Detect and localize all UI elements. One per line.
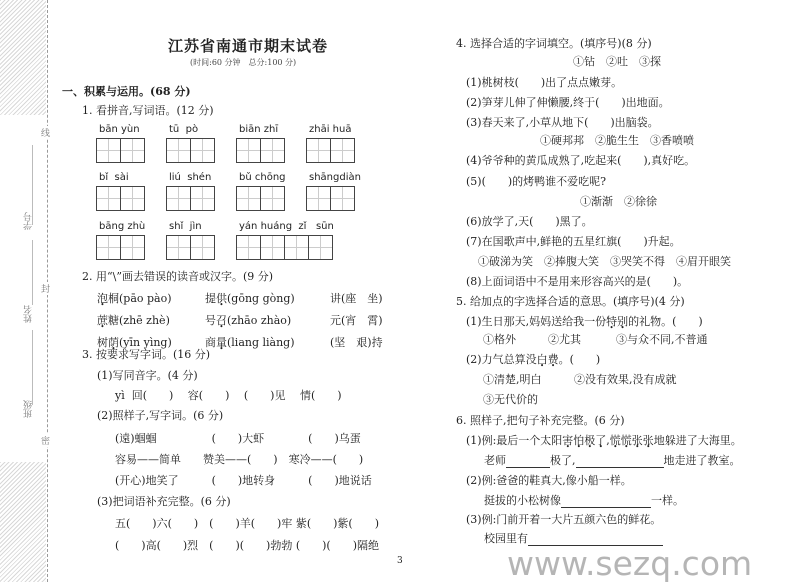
emphasized-char: 了 bbox=[595, 434, 607, 447]
item-text: 元(宵 霄) bbox=[330, 314, 383, 327]
emphasized-char: 白 bbox=[536, 353, 548, 366]
pinyin: biān zhī bbox=[239, 124, 279, 135]
emphasized-char: 蔗 bbox=[97, 314, 108, 327]
emphasized-char: 慌 bbox=[620, 434, 632, 447]
option: ②尤其 bbox=[548, 333, 581, 346]
fill-item[interactable]: (7)在国歌声中,鲜艳的五星红旗( )升起。 bbox=[466, 235, 681, 248]
character-box[interactable] bbox=[120, 138, 145, 163]
pinyin: bāng zhù bbox=[99, 221, 146, 232]
class-label: 班级 bbox=[24, 400, 34, 418]
emphasized-char: 极 bbox=[584, 434, 596, 447]
blank[interactable] bbox=[506, 456, 550, 468]
pronunciation-item[interactable] bbox=[97, 312, 170, 328]
fill-line[interactable]: 五( )六( ) ( )羊( )牢 紫( )紫( ) bbox=[115, 517, 379, 530]
fill-item[interactable]: (5)( )的烤鸭谁不爱吃呢? bbox=[466, 175, 607, 188]
writing-boxes[interactable] bbox=[307, 186, 355, 211]
item-text: (yīn yìng) bbox=[119, 336, 172, 349]
pronunciation-item[interactable] bbox=[205, 290, 295, 306]
option: ①清楚,明白 bbox=[483, 373, 542, 386]
fill-item[interactable]: (6)放学了,天( )黑了。 bbox=[466, 215, 593, 228]
example-text: , bbox=[606, 434, 610, 447]
writing-boxes[interactable] bbox=[307, 138, 355, 163]
emphasized-char: 供 bbox=[216, 292, 227, 305]
item-text: 的礼物。( ) bbox=[628, 315, 703, 328]
emphasized-char: 张 bbox=[631, 434, 643, 447]
example-sentence bbox=[466, 432, 742, 448]
emphasized-char: 张 bbox=[642, 434, 654, 447]
item-text: (2)力气总算没 bbox=[466, 353, 537, 366]
character-box[interactable] bbox=[308, 235, 333, 260]
writing-boxes[interactable] bbox=[237, 186, 285, 211]
class-line[interactable] bbox=[32, 330, 33, 405]
question-heading: 2. 用“\”画去错误的读音或汉字。(9 分) bbox=[82, 270, 274, 283]
example-text: (1)例:最后一个太阳 bbox=[466, 434, 563, 447]
sub-question: (2)照样子,写字词。(6 分) bbox=[97, 409, 224, 422]
emphasized-char: 特 bbox=[606, 315, 618, 328]
character-box[interactable] bbox=[190, 138, 215, 163]
character-box[interactable] bbox=[190, 235, 215, 260]
pinyin: liú shén bbox=[169, 172, 212, 183]
answer-text: 挺拔的小松树像 bbox=[484, 494, 561, 507]
pinyin: yán huáng zǐ sūn bbox=[239, 221, 334, 232]
writing-boxes[interactable] bbox=[97, 235, 145, 260]
character-box[interactable] bbox=[166, 186, 191, 211]
options: ①渐渐 ②徐徐 bbox=[580, 195, 657, 208]
margin-hatch-top bbox=[0, 0, 46, 115]
blank[interactable] bbox=[561, 496, 651, 508]
name-label: 姓名 bbox=[24, 305, 34, 323]
emphasized-char: 别 bbox=[617, 315, 629, 328]
emphasized-char: 量 bbox=[216, 336, 227, 349]
fill-line[interactable]: 容易——简单 赞美——( ) 寒冷——( ) bbox=[115, 453, 364, 466]
meaning-item[interactable] bbox=[466, 351, 600, 367]
pinyin: zhāi huā bbox=[309, 124, 352, 135]
question-heading: 5. 给加点的字选择合适的意思。(填序号)(4 分) bbox=[456, 295, 685, 308]
option: ①格外 bbox=[483, 333, 516, 346]
options: ①钻 ②吐 ③探 bbox=[573, 55, 661, 68]
writing-boxes[interactable] bbox=[97, 138, 145, 163]
blank[interactable] bbox=[576, 456, 664, 468]
page-title: 江苏省南通市期末试卷 bbox=[168, 37, 329, 55]
character-box[interactable] bbox=[284, 235, 309, 260]
character-box[interactable] bbox=[236, 186, 261, 211]
character-box[interactable] bbox=[120, 186, 145, 211]
emphasized-char: 荫 bbox=[108, 336, 119, 349]
sub-question: (3)把词语补充完整。(6 分) bbox=[97, 495, 231, 508]
seal-word: 线 bbox=[41, 126, 50, 139]
item-text: 号 bbox=[205, 314, 216, 327]
character-box[interactable] bbox=[166, 138, 191, 163]
page-number: 3 bbox=[397, 556, 403, 566]
character-box[interactable] bbox=[96, 235, 121, 260]
answer-text: 一样。 bbox=[651, 494, 684, 507]
options: ①破涕为笑 ②捧腹大笑 ③哭笑不得 ④眉开眼笑 bbox=[478, 255, 731, 268]
question-heading: 1. 看拼音,写词语。(12 分) bbox=[82, 104, 214, 117]
seal-word: 封 bbox=[41, 282, 50, 295]
option: ③无代价的 bbox=[483, 393, 538, 406]
item-text: (坚 艰)持 bbox=[330, 336, 383, 349]
pronunciation-item[interactable] bbox=[330, 334, 383, 350]
fill-item[interactable]: (3)春天来了,小草从地下( )出脑袋。 bbox=[466, 116, 659, 129]
item-text: 讲(座 坐) bbox=[330, 292, 383, 305]
emphasized-char: 费 bbox=[547, 353, 559, 366]
fill-item[interactable]: (4)爷爷种的黄瓜成熟了,吃起来( ),真好吃。 bbox=[466, 154, 696, 167]
pronunciation-item[interactable] bbox=[330, 312, 383, 328]
item-text: 。( ) bbox=[558, 353, 601, 366]
character-box[interactable] bbox=[306, 186, 331, 211]
question-heading: 4. 选择合适的字词填空。(填序号)(8 分) bbox=[456, 37, 652, 50]
character-box[interactable] bbox=[260, 235, 285, 260]
item-text: 糖(zhē zhè) bbox=[108, 314, 170, 327]
exam-info: (时间:60 分钟 总分:100 分) bbox=[190, 58, 297, 67]
answer-text: 地走进了教室。 bbox=[663, 454, 741, 467]
sub-question: (1)写同音字。(4 分) bbox=[97, 369, 198, 382]
question-heading: 3. 按要求写字词。(16 分) bbox=[82, 348, 211, 361]
pronunciation-item[interactable] bbox=[205, 334, 295, 350]
writing-boxes[interactable] bbox=[97, 186, 145, 211]
writing-boxes[interactable] bbox=[167, 186, 215, 211]
item-text: (gōng gòng) bbox=[227, 292, 295, 305]
fill-line[interactable]: (开心)地笑了 ( )地转身 ( )地说话 bbox=[115, 474, 372, 487]
option: ②没有效果,没有成就 bbox=[574, 373, 677, 386]
emphasized-char: 害 bbox=[562, 434, 574, 447]
pronunciation-item[interactable] bbox=[330, 290, 383, 306]
item-text: (zhāo zhào) bbox=[227, 314, 292, 327]
writing-boxes[interactable] bbox=[167, 235, 215, 260]
character-box[interactable] bbox=[96, 138, 121, 163]
pronunciation-item[interactable] bbox=[205, 312, 291, 328]
options: ①硬邦邦 ②脆生生 ③香喷喷 bbox=[540, 134, 694, 147]
character-box[interactable] bbox=[306, 138, 331, 163]
pinyin: bǔ chōng bbox=[239, 172, 286, 183]
question-heading: 6. 照样子,把句子补充完整。(6 分) bbox=[456, 414, 625, 427]
character-box[interactable] bbox=[96, 186, 121, 211]
character-box[interactable] bbox=[190, 186, 215, 211]
margin-hatch-bottom bbox=[0, 462, 46, 582]
answer-text: 老师 bbox=[484, 454, 506, 467]
answer-line[interactable] bbox=[484, 492, 684, 508]
pinyin: bǐ sài bbox=[99, 172, 129, 183]
answer-text: 极了, bbox=[550, 454, 576, 467]
emphasized-char: 泡 bbox=[97, 292, 108, 305]
pronunciation-item[interactable] bbox=[97, 290, 172, 306]
example-sentence: (3)例:门前开着一大片五颜六色的鲜花。 bbox=[466, 513, 662, 526]
part-heading: 一、积累与运用。(68 分) bbox=[62, 85, 191, 98]
answer-text: 校园里有 bbox=[484, 532, 528, 545]
answer-line[interactable] bbox=[484, 452, 741, 468]
example-sentence: (2)例:爸爸的鞋真大,像小船一样。 bbox=[466, 474, 632, 487]
meaning-item[interactable] bbox=[466, 313, 703, 329]
emphasized-char: 怕 bbox=[573, 434, 585, 447]
item-text: 树 bbox=[97, 336, 108, 349]
student-id-label: 学号 bbox=[24, 212, 34, 230]
pinyin: tū pò bbox=[169, 124, 199, 135]
fill-item[interactable]: (2)笋芽儿伸了伸懒腰,终于( )出地面。 bbox=[466, 96, 670, 109]
name-line[interactable] bbox=[32, 240, 33, 305]
example-text: 地躲进了大海里。 bbox=[653, 434, 742, 447]
pinyin: shāngdiàn bbox=[309, 172, 361, 183]
character-box[interactable] bbox=[166, 235, 191, 260]
emphasized-char: 慌 bbox=[609, 434, 621, 447]
writing-boxes[interactable] bbox=[237, 138, 285, 163]
character-box[interactable] bbox=[330, 186, 355, 211]
fill-line[interactable]: ( )高( )烈 ( )( )勃勃 ( )( )隔绝 bbox=[115, 539, 379, 552]
character-box[interactable] bbox=[260, 186, 285, 211]
character-box[interactable] bbox=[260, 138, 285, 163]
item-text: 商 bbox=[205, 336, 216, 349]
item-text: 桐(pāo pào) bbox=[108, 292, 172, 305]
character-box[interactable] bbox=[330, 138, 355, 163]
watermark: www.sezq.com bbox=[507, 544, 753, 582]
emphasized-char: 召 bbox=[216, 314, 227, 327]
item-text: (1)生日那天,妈妈送给我一份 bbox=[466, 315, 607, 328]
seal-word: 密 bbox=[41, 434, 50, 447]
item-text: 提 bbox=[205, 292, 216, 305]
item-text: (liang liàng) bbox=[227, 336, 295, 349]
character-box[interactable] bbox=[236, 235, 261, 260]
pinyin: shǐ jìn bbox=[169, 221, 202, 232]
writing-boxes[interactable] bbox=[237, 235, 333, 260]
character-box[interactable] bbox=[236, 138, 261, 163]
fill-item[interactable]: (8)上面词语中不是用来形容高兴的是( )。 bbox=[466, 275, 689, 288]
fill-line[interactable]: (遠)蝈蝈 ( )大虾 ( )乌蛋 bbox=[115, 432, 361, 445]
pinyin: bān yùn bbox=[99, 124, 140, 135]
writing-boxes[interactable] bbox=[167, 138, 215, 163]
option: ③与众不同,不普通 bbox=[616, 333, 708, 346]
fill-line[interactable]: yì 回( ) 容( ) ( )见 情( ) bbox=[115, 389, 342, 402]
fill-item[interactable]: (1)桃树枝( )出了点点嫩芽。 bbox=[466, 76, 623, 89]
character-box[interactable] bbox=[120, 235, 145, 260]
